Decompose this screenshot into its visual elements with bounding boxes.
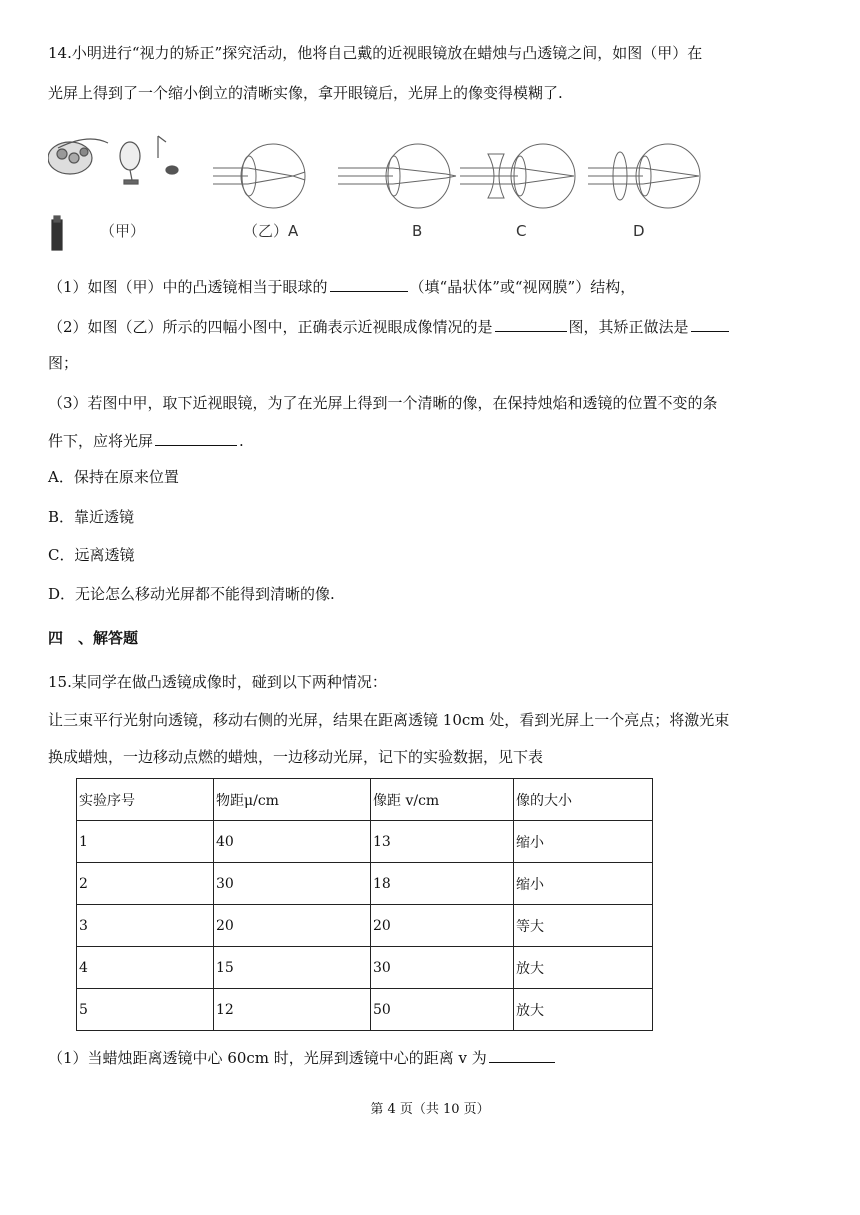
q14-part3-line1: （3）若图中甲，取下近视眼镜，为了在光屏上得到一个清晰的像，在保持烛焰和透镜的位置不变的条 <box>48 394 718 412</box>
table-cell: 放大 <box>514 947 653 989</box>
q14-part2: （2）如图（乙）所示的四幅小图中，正确表示近视眼成像情况的是 图，其矫正做法是 <box>48 315 731 338</box>
label-jia: （甲） <box>100 222 146 240</box>
option-b: B．靠近透镜 <box>48 508 135 526</box>
table-cell: 1 <box>77 821 214 863</box>
answer-blank-4[interactable] <box>155 429 237 446</box>
eye-diagram-a <box>213 144 305 208</box>
table-row <box>77 821 653 863</box>
table-cell: 缩小 <box>514 863 653 905</box>
table-row <box>77 905 653 947</box>
q14-stem-line1: 14.小明进行“视力的矫正”探究活动，他将自己戴的近视眼镜放在蜡烛与凸透镜之间，如图（甲）在 <box>48 44 703 62</box>
experiment-data-table <box>76 778 653 1031</box>
eye-diagram-b <box>338 144 456 208</box>
table-cell: 缩小 <box>514 821 653 863</box>
page-footer: 第 4 页（共 10 页） <box>370 1102 490 1117</box>
table-cell: 20 <box>214 905 371 947</box>
table-header: 像距 v/cm <box>371 779 514 821</box>
option-a: A．保持在原来位置 <box>48 468 179 486</box>
section-heading: 四 、解答题 <box>48 629 139 647</box>
table-cell: 4 <box>77 947 214 989</box>
q14-stem-line2: 光屏上得到了一个缩小倒立的清晰实像，拿开眼镜后，光屏上的像变得模糊了. <box>48 84 563 102</box>
table-cell: 5 <box>77 989 214 1031</box>
table-row <box>77 863 653 905</box>
label-a: （乙）A <box>243 222 299 240</box>
answer-blank-2[interactable] <box>495 315 567 332</box>
q15-stem-line2: 让三束平行光射向透镜，移动右侧的光屏，结果在距离透镜 10cm 处，看到光屏上一个亮点；将激光束 <box>48 711 730 729</box>
table-cell: 13 <box>371 821 514 863</box>
q14-figure <box>48 128 768 253</box>
table-row <box>77 947 653 989</box>
q14-part1: （1）如图（甲）中的凸透镜相当于眼球的 （填“晶状体”或“视网膜”）结构， <box>48 275 635 298</box>
option-d: D．无论怎么移动光屏都不能得到清晰的像. <box>48 585 335 603</box>
q14-part3-line2: 件下，应将光屏 . <box>48 429 244 452</box>
table-cell: 50 <box>371 989 514 1031</box>
answer-blank-1[interactable] <box>330 275 408 292</box>
label-b: B <box>412 222 423 240</box>
option-c: C．远离透镜 <box>48 546 135 564</box>
label-d: D <box>633 222 645 240</box>
q15-stem-line3: 换成蜡烛，一边移动点燃的蜡烛，一边移动光屏，记下的实验数据，见下表 <box>48 748 544 766</box>
answer-blank-5[interactable] <box>489 1046 555 1063</box>
eye-diagram-c <box>460 144 575 208</box>
table-cell: 15 <box>214 947 371 989</box>
table-cell: 2 <box>77 863 214 905</box>
table-cell: 30 <box>371 947 514 989</box>
table-cell: 12 <box>214 989 371 1031</box>
q14-part2-end: 图； <box>48 354 79 372</box>
answer-blank-3[interactable] <box>691 315 729 332</box>
table-header: 物距μ/cm <box>214 779 371 821</box>
table-cell: 放大 <box>514 989 653 1031</box>
eye-diagram-d <box>588 144 700 208</box>
table-row <box>77 989 653 1031</box>
table-header: 像的大小 <box>514 779 653 821</box>
table-cell: 3 <box>77 905 214 947</box>
table-cell: 18 <box>371 863 514 905</box>
label-c: C <box>516 222 527 240</box>
table-cell: 30 <box>214 863 371 905</box>
table-header-row <box>77 779 653 821</box>
table-header: 实验序号 <box>77 779 214 821</box>
q15-part1: （1）当蜡烛距离透镜中心 60cm 时，光屏到透镜中心的距离 v 为 <box>48 1046 557 1069</box>
table-cell: 40 <box>214 821 371 863</box>
table-cell: 等大 <box>514 905 653 947</box>
table-cell: 20 <box>371 905 514 947</box>
q15-stem-line1: 15.某同学在做凸透镜成像时，碰到以下两种情况： <box>48 673 387 691</box>
